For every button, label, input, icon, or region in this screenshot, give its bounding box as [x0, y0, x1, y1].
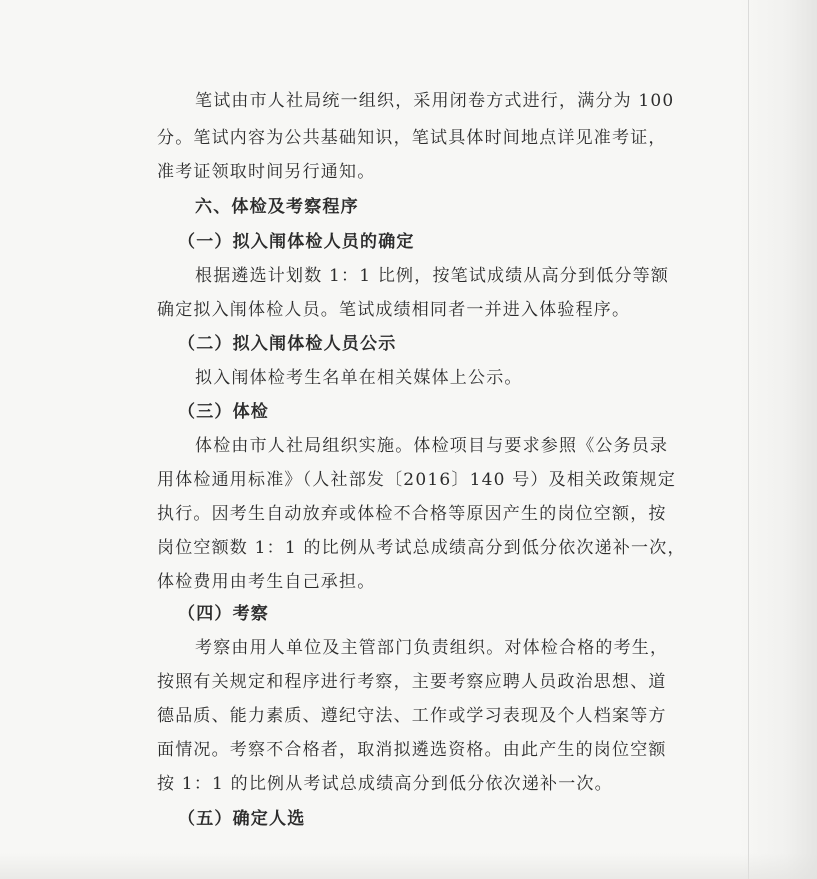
paragraph-line: 体检费用由考生自己承担。: [157, 572, 376, 592]
subsection-heading: （四）考察: [178, 604, 269, 624]
section-heading: 六、体检及考察程序: [195, 197, 359, 217]
paragraph-line: 执行。因考生自动放弃或体检不合格等原因产生的岗位空额，按: [157, 504, 667, 524]
subsection-heading: （三）体检: [178, 402, 269, 422]
paragraph-line: 德品质、能力素质、遵纪守法、工作或学习表现及个人档案等方: [157, 706, 667, 726]
paragraph-line: 分。笔试内容为公共基础知识，笔试具体时间地点详见准考证，: [157, 128, 667, 148]
paragraph-line: 根据遴选计划数 1：1 比例，按笔试成绩从高分到低分等额: [195, 266, 670, 286]
paragraph-line: 准考证领取时间另行通知。: [157, 162, 376, 182]
subsection-heading: （一）拟入闱体检人员的确定: [178, 232, 415, 252]
paragraph-line: 拟入闱体检考生名单在相关媒体上公示。: [195, 368, 523, 388]
paragraph-line: 笔试由市人社局统一组织，采用闭卷方式进行，满分为 100: [195, 91, 675, 111]
paragraph-line: 考察由用人单位及主管部门负责组织。对体检合格的考生，: [195, 638, 669, 658]
scan-bottom-shadow: [0, 853, 817, 879]
scan-fold-line: [748, 0, 749, 879]
paragraph-line: 面情况。考察不合格者，取消拟遴选资格。由此产生的岗位空额: [157, 740, 667, 760]
scan-edge-shadow: [739, 0, 817, 879]
paragraph-line: 岗位空额数 1：1 的比例从考试总成绩高分到低分依次递补一次，: [157, 538, 686, 558]
subsection-heading: （二）拟入闱体检人员公示: [178, 334, 397, 354]
paragraph-line: 按 1：1 的比例从考试总成绩高分到低分依次递补一次。: [157, 774, 613, 794]
paragraph-line: 按照有关规定和程序进行考察，主要考察应聘人员政治思想、道: [157, 672, 667, 692]
paragraph-line: 确定拟入闱体检人员。笔试成绩相同者一并进入体验程序。: [157, 300, 631, 320]
paragraph-line: 用体检通用标准》（人社部发〔2016〕140 号）及相关政策规定: [157, 470, 677, 490]
paragraph-line: 体检由市人社局组织实施。体检项目与要求参照《公务员录: [195, 436, 669, 456]
subsection-heading: （五）确定人选: [178, 809, 306, 829]
